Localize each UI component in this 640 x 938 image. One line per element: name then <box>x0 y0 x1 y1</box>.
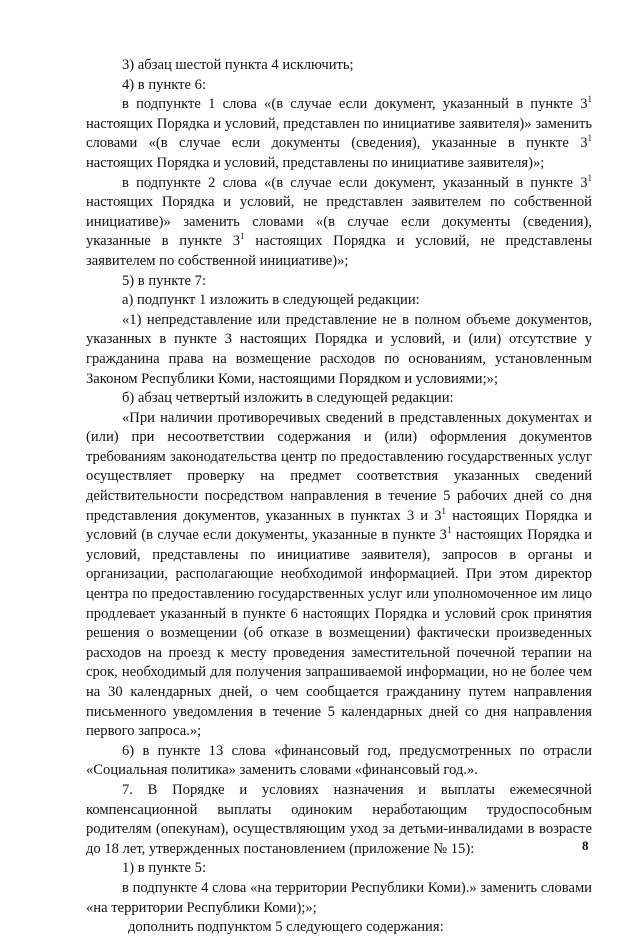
paragraph-item-5: 5) в пункте 7: <box>122 272 207 289</box>
paragraph-subitem-4: в подпункте 4 слова «на территории Республики Коми).» заменить словами «на территории Республики Коми);»; <box>86 879 592 916</box>
paragraph-add-subitem-5: дополнить подпунктом 5 следующего содержания: <box>128 919 444 936</box>
superscript: 1 <box>587 133 592 144</box>
paragraph-subitem-b: б) абзац четвертый изложить в следующей редакции: <box>122 390 454 407</box>
paragraph-item-1: 1) в пункте 5: <box>122 860 207 877</box>
paragraph-subitem-a: а) подпункт 1 изложить в следующей редакции: <box>122 292 420 309</box>
paragraph-subitem-2: в подпункте 2 слова «(в случае если документ, указанный в пункте $3^1$ настоящих Порядка и условий, не представлен заявителем по собственной инициативе)» заменить словами «(в случае если документы (сведения), указанные в пункте $3^1$ настоящих Порядка и условий, не представлены заявителем по собственной инициативе)»; <box>86 172 592 269</box>
superscript: 1 <box>446 525 452 536</box>
superscript: 1 <box>441 505 447 516</box>
page-number: 8 <box>582 838 589 853</box>
paragraph-item-3: 3) абзац шестой пункта 4 исключить; <box>122 57 354 73</box>
document-body <box>86 56 592 938</box>
paragraph-section-7: 7. В Порядке и условиях назначения и выплаты ежемесячной компенсационной выплаты одиноким неработающим трудоспособным родителям (опекунам), осуществляющим уход за детьми-инвалидами в возрасте до 18 лет, утвержденных постановлением (приложение № 15): <box>86 781 592 857</box>
superscript: 1 <box>240 231 245 242</box>
paragraph-subitem-1: в подпункте 1 слова «(в случае если документ, указанный в пункте $3^1$ настоящих Порядка и условий, представлен по инициативе заявителя)» заменить словами «(в случае если документы (сведения), указанные в пункте $3^1$ настоящих Порядка и условий, представлены по инициативе заявителя)»; <box>86 94 592 171</box>
superscript: 1 <box>587 172 592 183</box>
paragraph-item-6: 6) в пункте 13 слова «финансовый год, предусмотренных по отрасли «Социальная политика» заменить словами «финансовый год.». <box>86 742 592 779</box>
paragraph-quote-2: «При наличии противоречивых сведений в представленных документах и (или) при несоответствии содержания и (или) оформления документов требованиям законодательства центр по предоставлению государственных услуг осуществляет проверку на предмет соответствия указанных сведений действительности посредством направления в течение 5 рабочих дней со дня представления документов, указанных в пунктах 3 и $3^1$ настоящих Порядка и условий (в случае если документы, указанные в пункте $3^1$ настоящих Порядка и условий, представлены по инициативе заявителя), запросов в органы и организации, располагающие необходимой информацией. При этом директор центра по предоставлению государственных услуг или уполномоченное им лицо продлевает указанный в пункте 6 настоящих Порядка и условий срок принятия решения о возмещении (об отказе в возмещении) фактически произведенных расходов на проезд к месту проведения заместительной почечной терапии на срок, необходимый для получения запрашиваемой информации, но не более чем на 30 календарных дней, о чем сообщается гражданину путем направления письменного уведомления в течение 5 календарных дней со дня направления первого запроса.»; <box>86 409 592 740</box>
paragraph-item-4: 4) в пункте 6: <box>122 76 207 93</box>
paragraph-quote-1: «1) непредставление или представление не в полном объеме документов, указанных в пункте 3 настоящих Порядка и условий, и (или) отсутствие у гражданина права на возмещение расходов по основаниям, установленным Законом Республики Коми, настоящими Порядком и условиями;»; <box>86 311 592 387</box>
superscript: 1 <box>587 94 592 105</box>
